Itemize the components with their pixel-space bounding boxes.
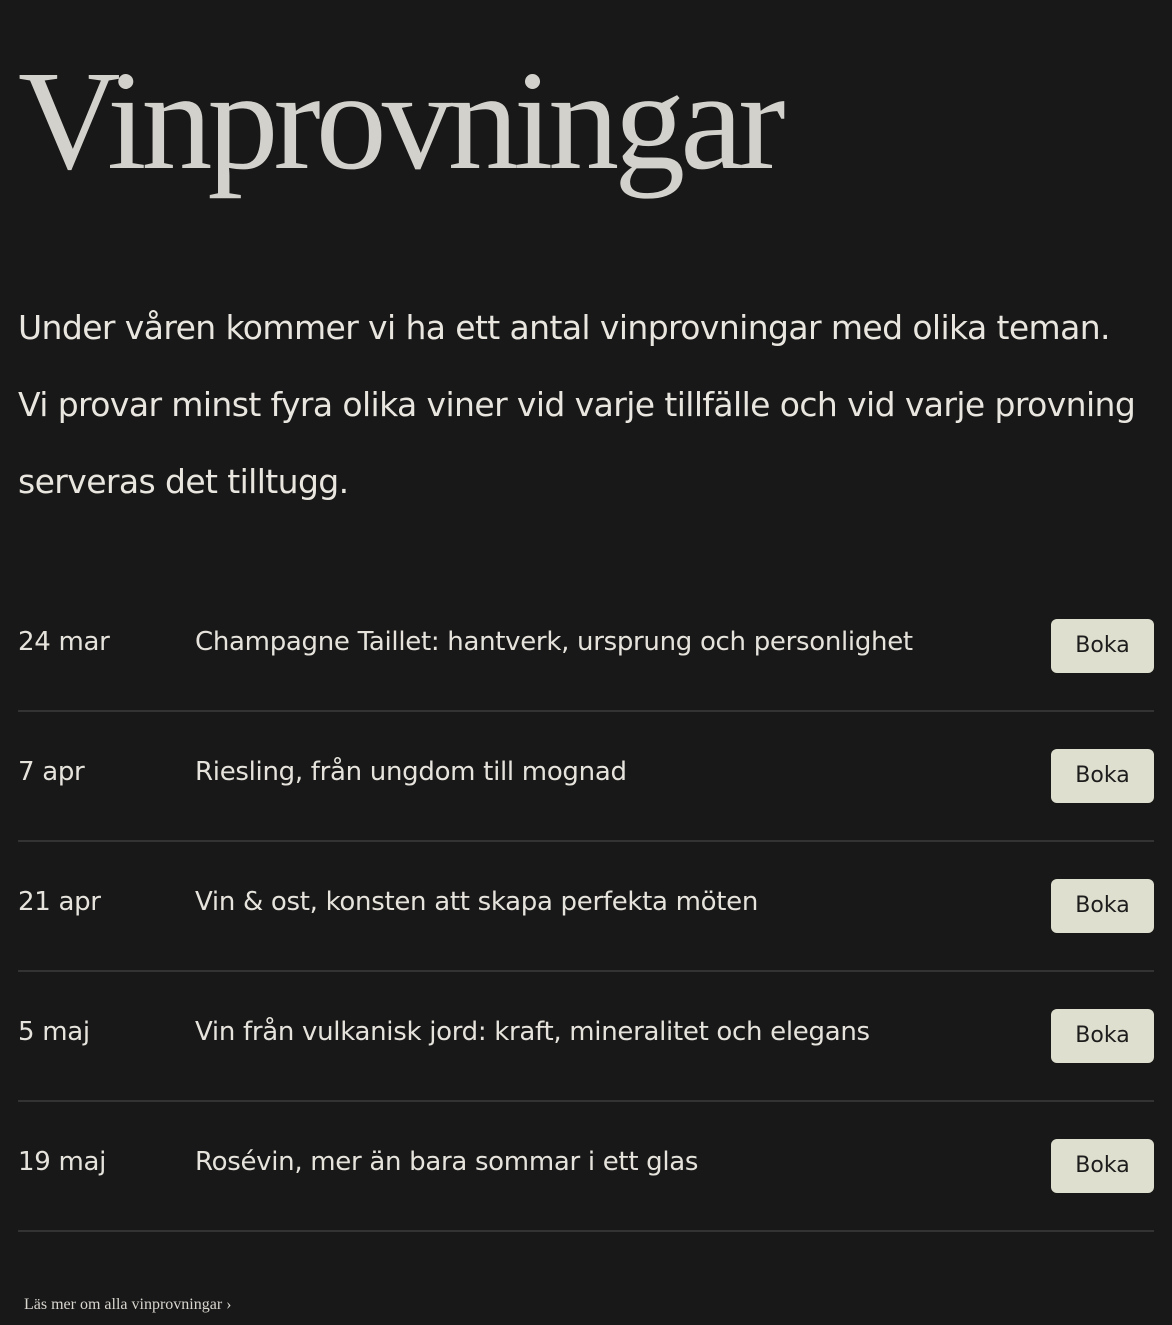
page-title: Vinprovningar — [18, 41, 781, 199]
event-date: 7 apr — [18, 757, 85, 787]
event-row — [18, 842, 1154, 972]
event-date: 19 maj — [18, 1147, 107, 1177]
event-title: Vin & ost, konsten att skapa perfekta möten — [195, 887, 759, 917]
event-title: Riesling, från ungdom till mognad — [195, 757, 627, 787]
event-date: 5 maj — [18, 1017, 90, 1047]
event-row — [18, 972, 1154, 1102]
book-button[interactable]: Boka — [1051, 1009, 1154, 1063]
book-button[interactable]: Boka — [1051, 619, 1154, 673]
book-button[interactable]: Boka — [1051, 879, 1154, 933]
event-row — [18, 582, 1154, 712]
event-title: Champagne Taillet: hantverk, ursprung och personlighet — [195, 627, 913, 657]
book-button[interactable]: Boka — [1051, 1139, 1154, 1193]
event-row — [18, 1102, 1154, 1232]
event-date: 24 mar — [18, 627, 110, 657]
event-date: 21 apr — [18, 887, 101, 917]
intro-text: Under våren kommer vi ha ett antal vinprovningar med olika teman. Vi provar minst fyra olika viner vid varje tillfälle och vid varje provning serveras det tilltugg. — [18, 308, 1136, 501]
event-row — [18, 712, 1154, 842]
event-title: Vin från vulkanisk jord: kraft, mineralitet och elegans — [195, 1017, 870, 1047]
event-list — [18, 582, 1154, 1232]
event-title: Rosévin, mer än bara sommar i ett glas — [195, 1147, 699, 1177]
book-button[interactable]: Boka — [1051, 749, 1154, 803]
read-more-link[interactable]: Läs mer om alla vinprovningar › — [24, 1296, 232, 1313]
